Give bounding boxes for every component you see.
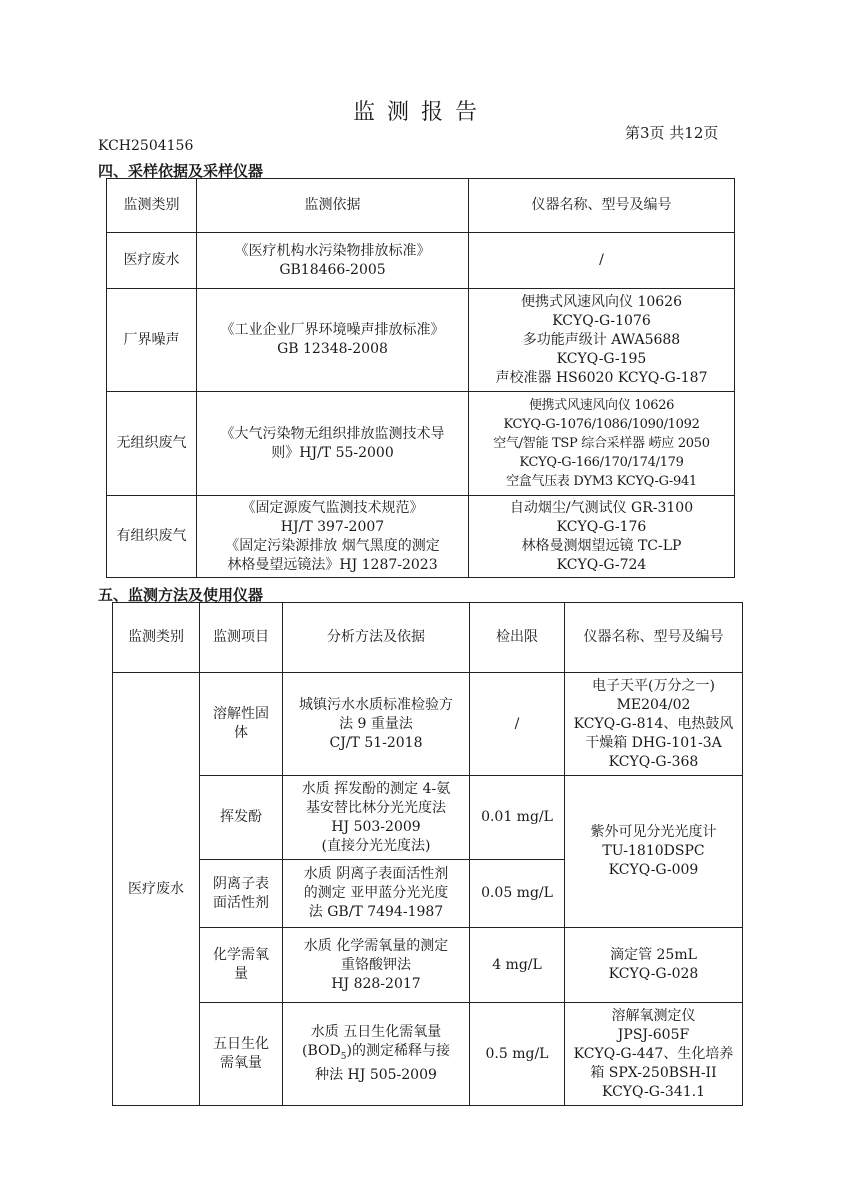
category-cell: 医疗废水 bbox=[107, 233, 197, 289]
limit-cell: 0.5 mg/L bbox=[470, 1003, 565, 1106]
basis-cell: 《工业企业厂界环境噪声排放标准》 GB 12348-2008 bbox=[197, 289, 469, 392]
method-cell: 水质 化学需氧量的测定 重铬酸钾法 HJ 828-2017 bbox=[283, 928, 470, 1003]
item-cell: 挥发酚 bbox=[200, 776, 283, 860]
page-indicator: 第3页 共12页 bbox=[625, 124, 719, 142]
col-header-method: 分析方法及依据 bbox=[283, 603, 470, 673]
method-cell: 城镇污水水质标准检验方 法 9 重量法 CJ/T 51-2018 bbox=[283, 673, 470, 776]
limit-cell: 0.05 mg/L bbox=[470, 860, 565, 928]
instruments-cell: 电子天平(万分之一) ME204/02 KCYQ-G-814、电热鼓风 干燥箱 DHG-101-3A KCYQ-G-368 bbox=[565, 673, 743, 776]
sampling-basis-table bbox=[106, 178, 735, 578]
limit-cell: 0.01 mg/L bbox=[470, 776, 565, 860]
basis-cell: 《大气污染物无组织排放监测技术导 则》HJ/T 55-2000 bbox=[197, 392, 469, 496]
limit-cell: 4 mg/L bbox=[470, 928, 565, 1003]
table-row bbox=[107, 496, 735, 578]
report-number: KCH2504156 bbox=[98, 138, 194, 154]
col-header-limit: 检出限 bbox=[470, 603, 565, 673]
instruments-cell: 滴定管 25mL KCYQ-G-028 bbox=[565, 928, 743, 1003]
basis-cell: 《固定源废气监测技术规范》 HJ/T 397-2007 《固定污染源排放 烟气黑度的测定 林格曼望远镜法》HJ 1287-2023 bbox=[197, 496, 469, 578]
col-header-item: 监测项目 bbox=[200, 603, 283, 673]
instruments-cell: 自动烟尘/气测试仪 GR-3100 KCYQ-G-176 林格曼测烟望远镜 TC-LP KCYQ-G-724 bbox=[469, 496, 735, 578]
section5-heading: 五、监测方法及使用仪器 bbox=[98, 586, 264, 604]
col-header-instruments: 仪器名称、型号及编号 bbox=[469, 179, 735, 233]
table-row bbox=[107, 289, 735, 392]
table-header-row bbox=[113, 603, 743, 673]
instruments-cell: 溶解氧测定仪 JPSJ-605F KCYQ-G-447、生化培养 箱 SPX-250BSH-II KCYQ-G-341.1 bbox=[565, 1003, 743, 1106]
method-cell: 水质 阴离子表面活性剂 的测定 亚甲蓝分光光度 法 GB/T 7494-1987 bbox=[283, 860, 470, 928]
item-cell: 溶解性固 体 bbox=[200, 673, 283, 776]
methods-table bbox=[112, 602, 743, 1106]
report-title: 监测报告 bbox=[352, 100, 489, 125]
category-cell: 医疗废水 bbox=[113, 673, 200, 1106]
instruments-cell: 紫外可见分光光度计 TU-1810DSPC KCYQ-G-009 bbox=[565, 776, 743, 928]
category-cell: 无组织废气 bbox=[107, 392, 197, 496]
col-header-category: 监测类别 bbox=[113, 603, 200, 673]
item-cell: 五日生化 需氧量 bbox=[200, 1003, 283, 1106]
col-header-instruments: 仪器名称、型号及编号 bbox=[565, 603, 743, 673]
col-header-category: 监测类别 bbox=[107, 179, 197, 233]
table-row bbox=[107, 233, 735, 289]
method-cell: 水质 挥发酚的测定 4-氨 基安替比林分光光度法 HJ 503-2009 (直接分光光度法) bbox=[283, 776, 470, 860]
basis-cell: 《医疗机构水污染物排放标准》 GB18466-2005 bbox=[197, 233, 469, 289]
table-row bbox=[113, 673, 743, 776]
instruments-cell: 便携式风速风向仪 10626 KCYQ-G-1076/1086/1090/1092 空气/智能 TSP 综合采样器 崂应 2050 KCYQ-G-166/170/174/179 空盒气压表 DYM3 KCYQ-G-941 bbox=[469, 392, 735, 496]
table-row bbox=[107, 392, 735, 496]
instruments-cell: / bbox=[469, 233, 735, 289]
item-cell: 阴离子表 面活性剂 bbox=[200, 860, 283, 928]
item-cell: 化学需氧 量 bbox=[200, 928, 283, 1003]
category-cell: 厂界噪声 bbox=[107, 289, 197, 392]
instruments-cell: 便携式风速风向仪 10626 KCYQ-G-1076 多功能声级计 AWA5688 KCYQ-G-195 声校准器 HS6020 KCYQ-G-187 bbox=[469, 289, 735, 392]
table-row bbox=[113, 928, 743, 1003]
section4-heading: 四、采样依据及采样仪器 bbox=[98, 162, 264, 180]
method-cell: 水质 五日生化需氧量 $(BOD_5)$的测定稀释与接 种法 HJ 505-2009 bbox=[283, 1003, 470, 1106]
table-header-row bbox=[107, 179, 735, 233]
table-row bbox=[113, 1003, 743, 1106]
col-header-basis: 监测依据 bbox=[197, 179, 469, 233]
table-row bbox=[113, 776, 743, 860]
category-cell: 有组织废气 bbox=[107, 496, 197, 578]
limit-cell: / bbox=[470, 673, 565, 776]
